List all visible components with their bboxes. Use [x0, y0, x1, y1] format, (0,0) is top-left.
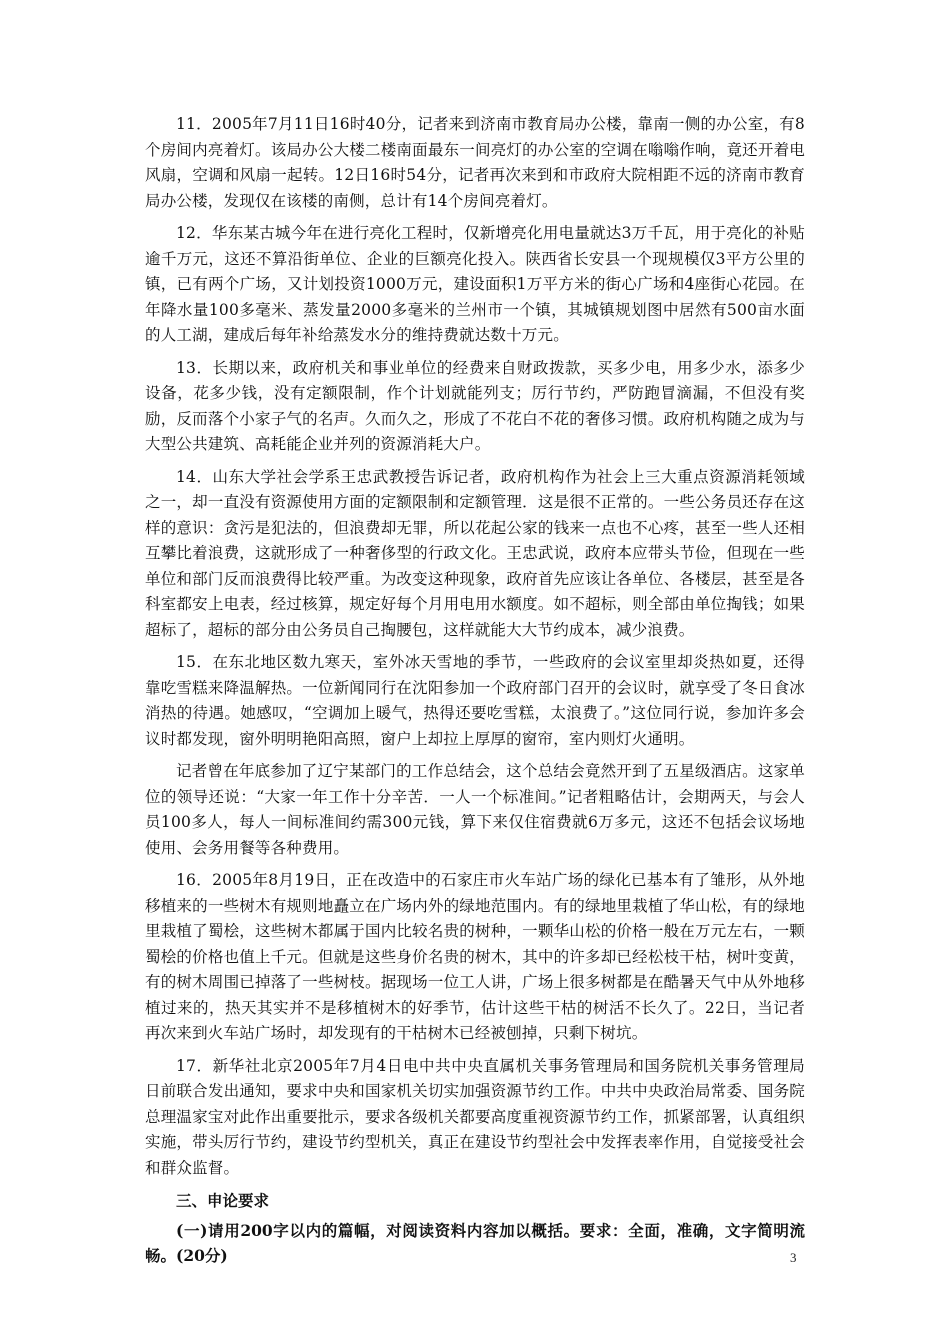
task-requirement: (一)请用200字以内的篇幅，对阅读资料内容加以概括。要求：全面，准确，文字简明流畅。(20分)	[145, 1220, 805, 1265]
paragraph-14: 14．山东大学社会学系王忠武教授告诉记者，政府机构作为社会上三大重点资源消耗领域之一，却一直没有资源使用方面的定额限制和定额管理．这是很不正常的。一些公务员还存在这样的意识：贪污是犯法的，但浪费却无罪，所以花起公家的钱来一点也不心疼，甚至一些人还相互攀比着浪费，这就形成了一种奢侈型的行政文化。王忠武说，政府本应带头节俭，但现在一些单位和部门反而浪费得比较严重。为改变这种现象，政府首先应该让各单位、各楼层，甚至是各科室都安上电表，经过核算，规定好每个月用电用水额度。如不超标，则全部由单位掏钱；如果超标了，超标的部分由公务员自己掏腰包，这样就能大大节约成本，减少浪费。	[145, 467, 805, 639]
paragraph-15-continued: 记者曾在年底参加了辽宁某部门的工作总结会，这个总结会竟然开到了五星级酒店。这家单位的领导还说：“大家一年工作十分辛苦．一人一个标准间。”记者粗略估计，会期两天，与会人员100多人，每人一间标准间约需300元钱，算下来仅住宿费就6万多元，这还不包括会议场地使用、会务用餐等各种费用。	[145, 762, 805, 857]
document-body	[145, 112, 805, 1269]
paragraph-16: 16．2005年8月19日，正在改造中的石家庄市火车站广场的绿化已基本有了雏形，从外地移植来的一些树木有规则地矗立在广场内外的绿地范围内。有的绿地里栽植了华山松，有的绿地里栽植了蜀桧，这些树木都属于国内比较名贵的树种，一颗华山松的价格一般在万元左右，一颗蜀桧的价格也值上千元。但就是这些身价名贵的树木，其中的许多却已经松枝干枯，树叶变黄，有的树木周围已掉落了一些树枝。据现场一位工人讲，广场上很多树都是在酷暑天气中从外地移植过来的，热天其实并不是移植树木的好季节，估计这些干枯的树活不长久了。22日，当记者再次来到火车站广场时，却发现有的干枯树木已经被刨掉，只剩下树坑。	[145, 871, 805, 1042]
paragraph-12: 12．华东某古城今年在进行亮化工程时，仅新增亮化用电量就达3万千瓦，用于亮化的补贴逾千万元，这还不算沿街单位、企业的巨额亮化投入。陕西省长安县一个现规模仅3平方公里的镇，已有两个广场，又计划投资1000万元，建设面积1万平方米的街心广场和4座街心花园。在年降水量100多毫米、蒸发量2000多毫米的兰州市一个镇，其城镇规划图中居然有500亩水面的人工湖，建成后每年补给蒸发水分的维持费就达数十万元。	[145, 224, 805, 344]
section-heading: 三、申论要求	[176, 1191, 270, 1210]
paragraph-11: 11．2005年7月11日16时40分，记者来到济南市教育局办公楼，靠南一侧的办公室，有8个房间内亮着灯。该局办公大楼二楼南面最东一间亮灯的办公室的空调在嗡嗡作响，竟还开着电风扇，空调和风扇一起转。12日16时54分，记者再次来到和市政府大院相距不远的济南市教育局办公楼，发现仅在该楼的南侧，总计有14个房间亮着灯。	[145, 115, 805, 210]
page-number: 3	[790, 1250, 797, 1265]
paragraph-17: 17．新华社北京2005年7月4日电中共中央直属机关事务管理局和国务院机关事务管理局日前联合发出通知，要求中央和国家机关切实加强资源节约工作。中共中央政治局常委、国务院总理温家宝对此作出重要批示，要求各级机关都要高度重视资源节约工作，抓紧部署，认真组织实施，带头厉行节约，建设节约型机关，真正在建设节约型社会中发挥表率作用，自觉接受社会和群众监督。	[145, 1056, 805, 1177]
paragraph-15: 15．在东北地区数九寒天，室外冰天雪地的季节，一些政府的会议室里却炎热如夏，还得靠吃雪糕来降温解热。一位新闻同行在沈阳参加一个政府部门召开的会议时，就享受了冬日食冰消热的待遇。她感叹，“空调加上暖气，热得还要吃雪糕，太浪费了。”这位同行说，参加许多会议时都发现，窗外明明艳阳高照，窗户上却拉上厚厚的窗帘，室内则灯火通明。	[145, 653, 805, 748]
paragraph-13: 13．长期以来，政府机关和事业单位的经费来自财政拨款，买多少电，用多少水，添多少设备，花多少钱，没有定额限制，作个计划就能列支；厉行节约，严防跑冒滴漏，不但没有奖励，反而落个小家子气的名声。久而久之，形成了不花白不花的奢侈习惯。政府机构随之成为与大型公共建筑、高耗能企业并列的资源消耗大户。	[145, 358, 805, 453]
